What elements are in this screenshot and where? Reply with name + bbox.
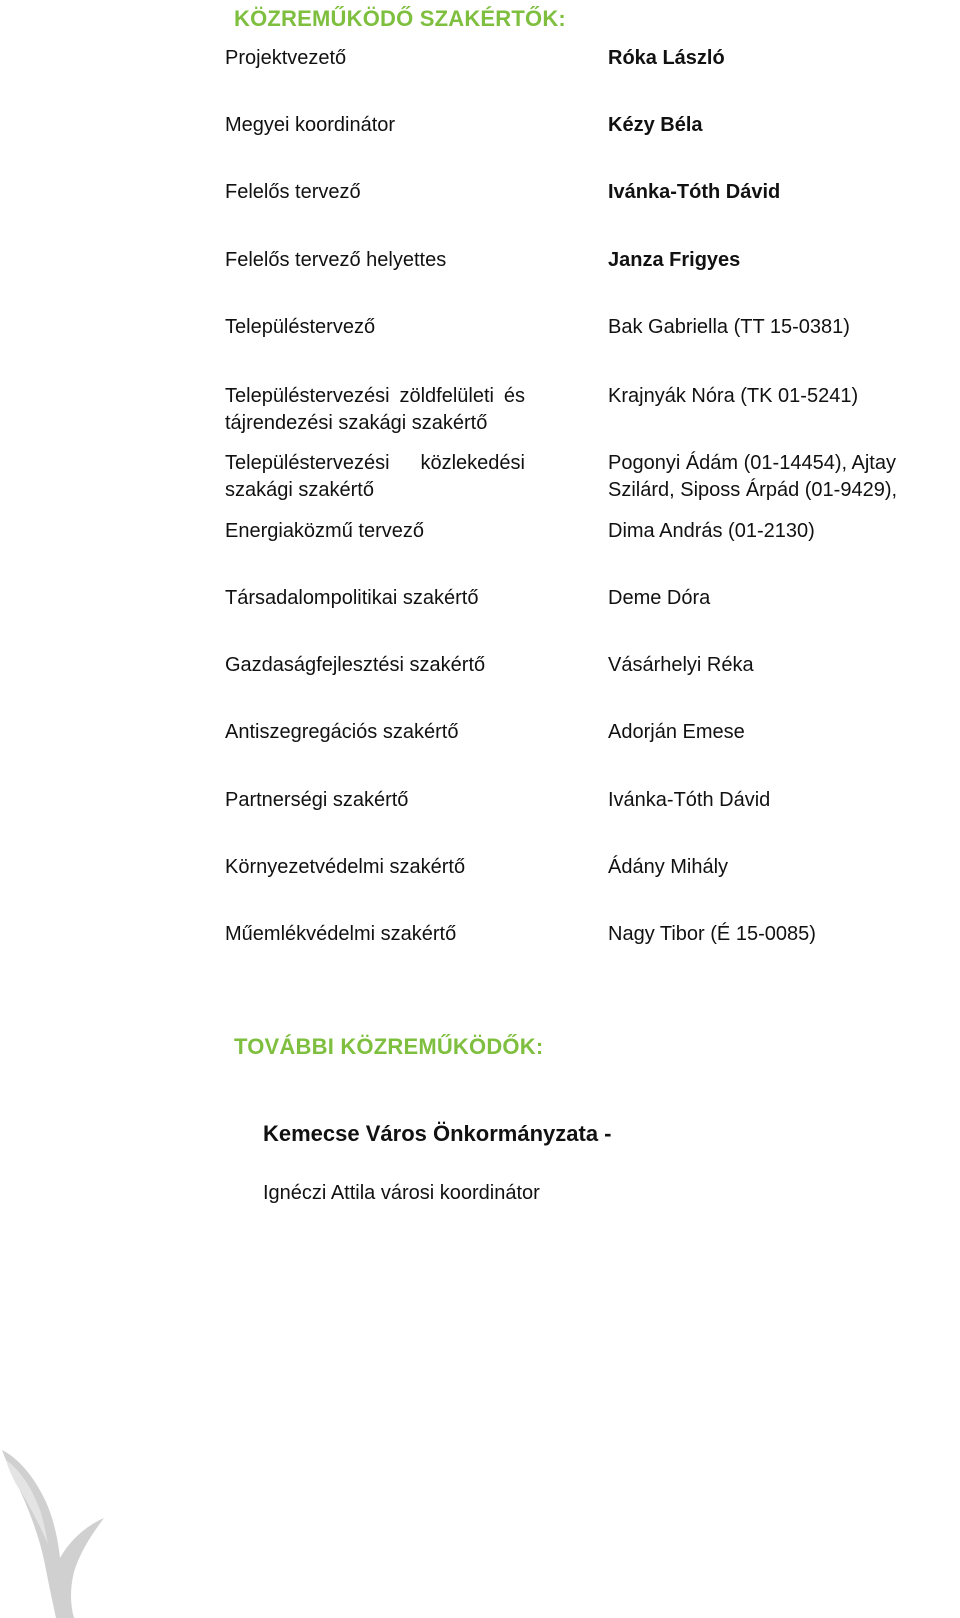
expert-person: Róka László bbox=[608, 47, 725, 69]
expert-role: Településtervezési közlekedési szakági szakértő bbox=[225, 452, 525, 501]
expert-person: Nagy Tibor (É 15-0085) bbox=[608, 923, 816, 945]
expert-person: Pogonyi Ádám (01-14454), Ajtay Szilárd, Siposs Árpád (01-9429), bbox=[608, 452, 898, 501]
expert-role: Partnerségi szakértő bbox=[225, 789, 409, 811]
expert-role: Gazdaságfejlesztési szakértő bbox=[225, 654, 486, 676]
expert-role: Felelős tervező helyettes bbox=[225, 249, 447, 271]
expert-person: Ivánka-Tóth Dávid bbox=[608, 181, 781, 203]
expert-role: Energiaközmű tervező bbox=[225, 520, 424, 542]
expert-person: Krajnyák Nóra (TK 01-5241) bbox=[608, 385, 859, 407]
expert-role: Felelős tervező bbox=[225, 181, 361, 203]
contributors-section-title: TOVÁBBI KÖZREMŰKÖDŐK: bbox=[234, 1034, 544, 1059]
expert-person: Ádány Mihály bbox=[608, 856, 729, 878]
bird-logo-icon bbox=[0, 1440, 110, 1618]
expert-person: Dima András (01-2130) bbox=[608, 520, 815, 542]
expert-person: Vásárhelyi Réka bbox=[608, 654, 754, 676]
expert-role: Településtervezési zöldfelületi és tájrendezési szakági szakértő bbox=[225, 385, 525, 434]
experts-section-title: KÖZREMŰKÖDŐ SZAKÉRTŐK: bbox=[234, 6, 566, 31]
expert-person: Adorján Emese bbox=[608, 721, 745, 743]
expert-person: Kézy Béla bbox=[608, 114, 703, 136]
expert-role: Műemlékvédelmi szakértő bbox=[225, 923, 457, 945]
expert-person: Janza Frigyes bbox=[608, 249, 741, 271]
contributor-person: Ignéczi Attila városi koordinátor bbox=[263, 1182, 540, 1204]
expert-role: Projektvezető bbox=[225, 47, 347, 69]
expert-person: Deme Dóra bbox=[608, 587, 711, 609]
expert-person: Bak Gabriella (TT 15-0381) bbox=[608, 316, 850, 338]
contributor-organization: Kemecse Város Önkormányzata - bbox=[263, 1121, 612, 1146]
expert-role: Településtervező bbox=[225, 316, 376, 338]
expert-role: Környezetvédelmi szakértő bbox=[225, 856, 466, 878]
expert-role: Megyei koordinátor bbox=[225, 114, 396, 136]
expert-role: Antiszegregációs szakértő bbox=[225, 721, 459, 743]
expert-person: Ivánka-Tóth Dávid bbox=[608, 789, 771, 811]
expert-role: Társadalompolitikai szakértő bbox=[225, 587, 479, 609]
